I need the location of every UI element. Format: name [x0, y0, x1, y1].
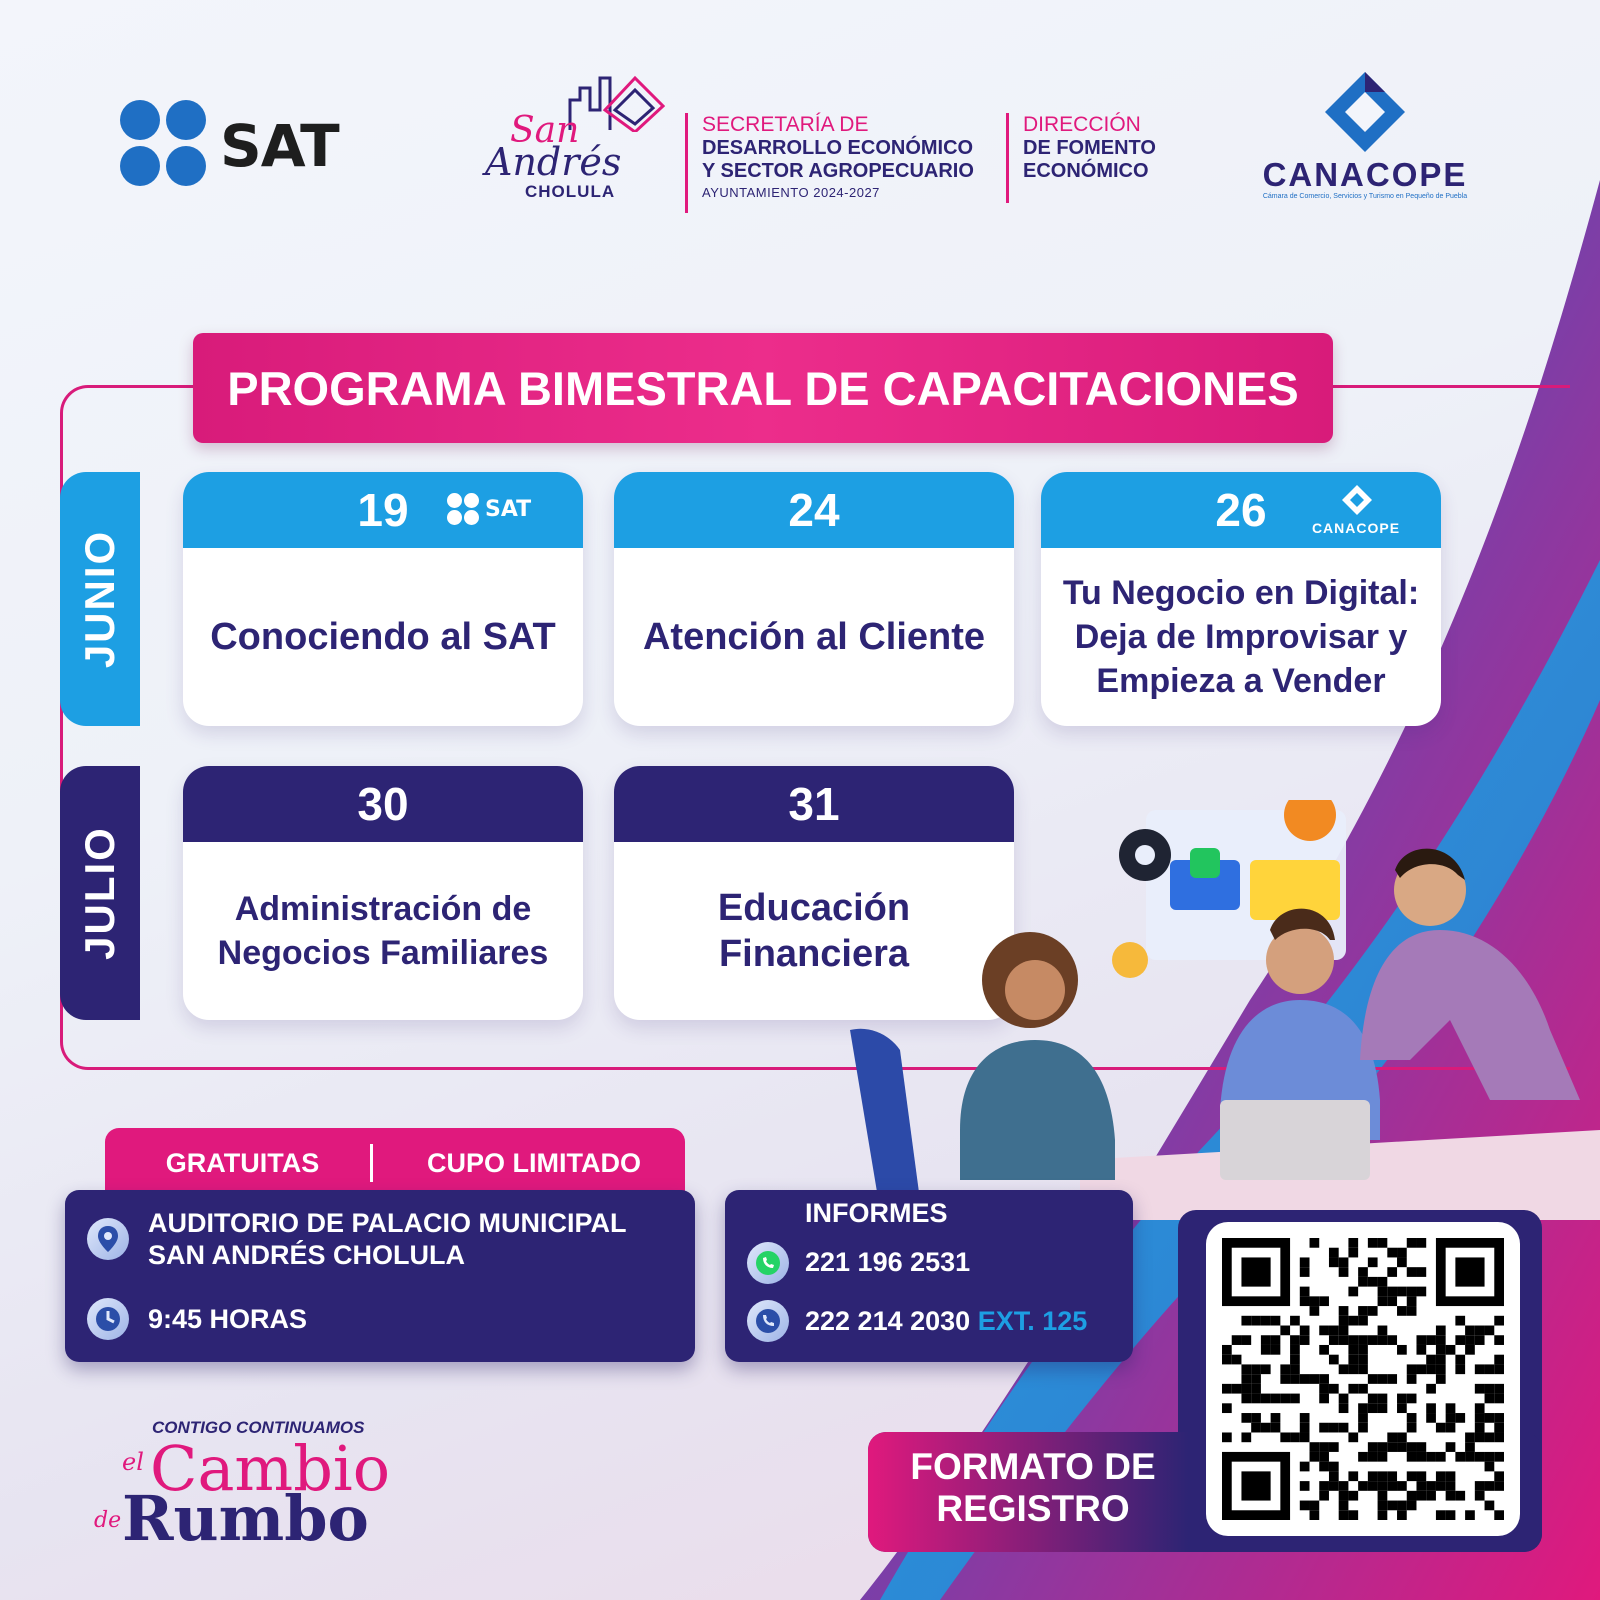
secretaria-line3: Y SECTOR AGROPECUARIO [702, 160, 974, 182]
sat-badge-text: SAT [485, 497, 532, 522]
course-title: Administración de Negocios Familiares [217, 890, 549, 972]
month-tab-junio [60, 472, 140, 726]
qr-code-card[interactable] [1206, 1222, 1520, 1536]
course-date-header [183, 472, 583, 548]
slogan-logo [92, 1418, 412, 1555]
month-label-junio: JUNIO [76, 529, 124, 669]
canacope-name: CANACOPE [1262, 156, 1468, 193]
san-andres-word-san: San [510, 110, 580, 151]
event-time: 9:45 HORAS [148, 1304, 308, 1334]
canacope-badge-icon [1341, 484, 1373, 516]
sat-badge-logo [447, 492, 553, 528]
course-card [183, 472, 583, 726]
course-day: 19 [357, 484, 409, 536]
slogan-el: el [122, 1448, 144, 1476]
location-pin-icon [87, 1218, 129, 1260]
course-day: 24 [788, 484, 840, 536]
phone-extension: EXT. 125 [977, 1306, 1088, 1336]
location-line1: AUDITORIO DE PALACIO MUNICIPAL [148, 1208, 627, 1238]
course-title: Atención al Cliente [642, 616, 986, 658]
slogan-rumbo: Rumbo [122, 1482, 369, 1555]
business-team-photo [850, 800, 1600, 1220]
direccion-block [1006, 113, 1176, 203]
slogan-de: de [94, 1508, 122, 1533]
direccion-line1: DIRECCIÓN [1023, 113, 1141, 136]
san-andres-logo [480, 70, 680, 200]
phone-icon [747, 1300, 789, 1342]
course-title: Tu Negocio en Digital: Deja de Improvisar y Empieza a Vender [1062, 574, 1420, 700]
canacope-subtitle: Cámara de Comercio, Servicios y Turismo en Pequeño de Puebla [1262, 193, 1468, 200]
slogan-cambio: Cambio [150, 1432, 391, 1505]
month-tab-julio [60, 766, 140, 1020]
location-line2: SAN ANDRÉS CHOLULA [148, 1240, 465, 1270]
canacope-badge-logo [1311, 484, 1401, 540]
tag-separator [370, 1144, 373, 1182]
direccion-line3: ECONÓMICO [1023, 160, 1149, 182]
course-day: 30 [357, 778, 409, 830]
phone-number: 222 214 2030 [805, 1306, 971, 1336]
whatsapp-number[interactable]: 221 196 2531 [805, 1247, 971, 1277]
contact-heading: INFORMES [805, 1198, 948, 1228]
direccion-line2: DE FOMENTO [1023, 137, 1156, 159]
skyline-icon [565, 70, 665, 132]
tag-free: GRATUITAS [165, 1147, 320, 1178]
course-date-header [1041, 472, 1441, 548]
secretaria-line1: SECRETARÍA DE [702, 113, 869, 136]
page-title: PROGRAMA BIMESTRAL DE CAPACITACIONES [193, 333, 1333, 443]
course-title: Conociendo al SAT [210, 616, 556, 658]
course-day: 31 [788, 778, 840, 830]
secretaria-line4: AYUNTAMIENTO 2024-2027 [702, 185, 880, 200]
clock-icon [87, 1298, 129, 1340]
slogan-line1: CONTIGO CONTINUAMOS [152, 1418, 365, 1437]
course-date-header [183, 766, 583, 842]
course-card [1041, 472, 1441, 726]
sat-logo [120, 100, 390, 190]
canacope-diamond-icon [1323, 70, 1407, 154]
course-title: Educación Financiera [717, 887, 911, 975]
course-date-header [614, 472, 1014, 548]
month-label-julio: JULIO [76, 826, 123, 960]
event-tags-bar [105, 1128, 685, 1198]
registration-section [868, 1210, 1542, 1552]
course-card [614, 472, 1014, 726]
san-andres-word-cholula: CHOLULA [525, 182, 616, 201]
registration-label [868, 1446, 1198, 1530]
course-day: 26 [1215, 484, 1267, 536]
sat-dots-icon [120, 100, 208, 188]
course-card [183, 766, 583, 1020]
san-andres-word-andres: Andrés [485, 140, 622, 184]
secretaria-line2: DESARROLLO ECONÓMICO [702, 137, 974, 159]
sat-logo-text: SAT [220, 112, 339, 180]
location-box [65, 1190, 695, 1362]
secretaria-block [685, 113, 995, 213]
tag-limited: CUPO LIMITADO [427, 1147, 641, 1178]
qr-code[interactable] [1222, 1238, 1504, 1520]
registration-line2: REGISTRO [936, 1488, 1130, 1529]
whatsapp-icon [747, 1242, 789, 1284]
registration-line1: FORMATO DE [910, 1446, 1156, 1487]
canacope-badge-text: CANACOPE [1311, 520, 1401, 536]
canacope-logo [1250, 70, 1480, 210]
